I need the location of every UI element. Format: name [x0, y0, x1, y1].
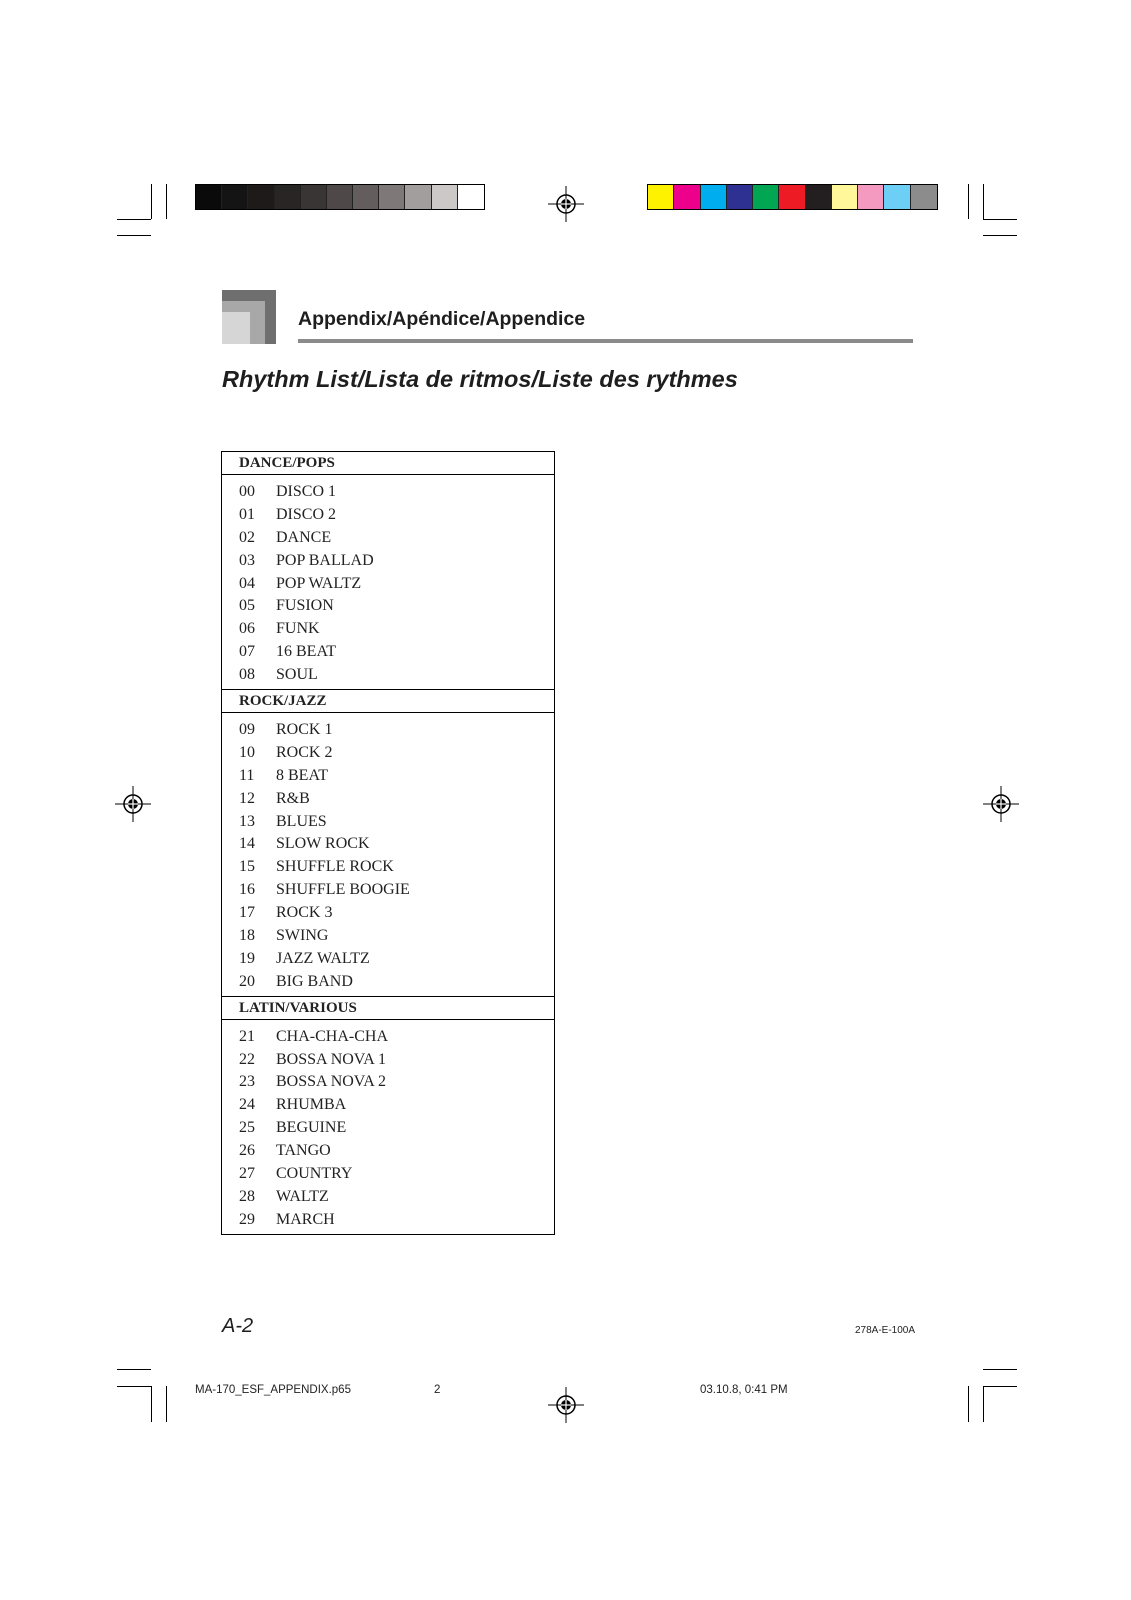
registration-mark-icon [983, 786, 1019, 822]
rhythm-row [222, 504, 554, 527]
grayscale-color-bar [195, 184, 485, 210]
rhythm-name: FUNK [276, 620, 320, 638]
rhythm-list-table [221, 451, 555, 1235]
rhythm-group-body [222, 475, 554, 689]
rhythm-row [222, 925, 554, 948]
registration-mark-icon [115, 786, 151, 822]
section-divider [298, 339, 913, 343]
rhythm-name: FUSION [276, 597, 334, 615]
rhythm-number: 08 [239, 666, 255, 684]
rhythm-row [222, 550, 554, 573]
rhythm-name: TANGO [276, 1142, 331, 1160]
rhythm-row [222, 527, 554, 550]
color-swatch [753, 185, 779, 209]
rhythm-number: 17 [239, 904, 255, 922]
rhythm-number: 20 [239, 972, 255, 990]
crop-mark [983, 1369, 1017, 1370]
rhythm-row [222, 788, 554, 811]
rhythm-row [222, 1094, 554, 1117]
color-swatch [248, 185, 274, 209]
crop-mark [117, 1369, 151, 1370]
rhythm-row [222, 971, 554, 994]
print-sheet-number: 2 [434, 1384, 441, 1396]
rhythm-row [222, 1163, 554, 1186]
rhythm-row [222, 719, 554, 742]
rhythm-number: 13 [239, 812, 255, 830]
rhythm-number: 18 [239, 927, 255, 945]
rhythm-row [222, 573, 554, 596]
crop-mark [151, 184, 152, 219]
document-code: 278A-E-100A [855, 1325, 916, 1336]
color-swatch [884, 185, 910, 209]
color-swatch [648, 185, 674, 209]
print-timestamp: 03.10.8, 0:41 PM [700, 1384, 788, 1396]
rhythm-row [222, 641, 554, 664]
crop-mark [151, 1386, 152, 1422]
rhythm-name: MARCH [276, 1210, 335, 1228]
rhythm-name: SHUFFLE ROCK [276, 858, 394, 876]
rhythm-number: 03 [239, 551, 255, 569]
color-swatch [327, 185, 353, 209]
rhythm-row [222, 856, 554, 879]
rhythm-group-header: LATIN/VARIOUS [222, 996, 554, 1020]
rhythm-name: 8 BEAT [276, 766, 328, 784]
rhythm-number: 09 [239, 721, 255, 739]
color-swatch [432, 185, 458, 209]
rhythm-number: 16 [239, 881, 255, 899]
rhythm-name: COUNTRY [276, 1165, 353, 1183]
rhythm-name: BOSSA NOVA 2 [276, 1073, 386, 1091]
rhythm-number: 07 [239, 643, 255, 661]
crop-mark [983, 1386, 1017, 1387]
color-swatch [405, 185, 431, 209]
rhythm-number: 06 [239, 620, 255, 638]
rhythm-number: 21 [239, 1027, 255, 1045]
color-swatch [353, 185, 379, 209]
color-swatch [806, 185, 832, 209]
crop-mark [117, 219, 151, 220]
rhythm-name: DANCE [276, 528, 332, 546]
crop-mark [166, 184, 167, 219]
color-swatch [222, 185, 248, 209]
rhythm-row [222, 811, 554, 834]
color-swatch [458, 185, 484, 209]
rhythm-number: 10 [239, 743, 255, 761]
rhythm-number: 05 [239, 597, 255, 615]
rhythm-row [222, 618, 554, 641]
rhythm-number: 15 [239, 858, 255, 876]
rhythm-name: RHUMBA [276, 1096, 347, 1114]
color-swatch [727, 185, 753, 209]
color-swatch [779, 185, 805, 209]
rhythm-row [222, 664, 554, 687]
rhythm-number: 01 [239, 505, 255, 523]
rhythm-number: 22 [239, 1050, 255, 1068]
print-file-name: MA-170_ESF_APPENDIX.p65 [195, 1384, 351, 1396]
rhythm-name: ROCK 1 [276, 721, 333, 739]
rhythm-name: DISCO 2 [276, 505, 337, 523]
color-swatch [832, 185, 858, 209]
rhythm-row [222, 595, 554, 618]
crop-mark [983, 235, 1017, 236]
rhythm-name: BLUES [276, 812, 327, 830]
rhythm-name: JAZZ WALTZ [276, 949, 370, 967]
crop-mark [968, 1386, 969, 1422]
rhythm-name: 16 BEAT [276, 643, 336, 661]
rhythm-number: 00 [239, 483, 255, 500]
rhythm-name: ROCK 3 [276, 904, 333, 922]
rhythm-group-header: ROCK/JAZZ [222, 689, 554, 713]
rhythm-name: R&B [276, 789, 310, 807]
page-number: A-2 [222, 1315, 254, 1337]
rhythm-number: 24 [239, 1096, 255, 1114]
rhythm-row [222, 1071, 554, 1094]
rhythm-name: POP BALLAD [276, 551, 374, 569]
section-marker-icon [222, 290, 276, 344]
color-swatch [701, 185, 727, 209]
rhythm-row [222, 1026, 554, 1049]
color-swatch [275, 185, 301, 209]
crop-mark [983, 1386, 984, 1422]
rhythm-row [222, 481, 554, 504]
rhythm-number: 27 [239, 1165, 255, 1183]
rhythm-number: 11 [239, 766, 255, 784]
rhythm-number: 26 [239, 1142, 255, 1160]
registration-mark-icon [548, 1387, 584, 1423]
rhythm-row [222, 902, 554, 925]
rhythm-number: 28 [239, 1187, 255, 1205]
rhythm-name: BEGUINE [276, 1119, 347, 1137]
crop-mark [117, 235, 151, 236]
rhythm-name: ROCK 2 [276, 743, 333, 761]
rhythm-number: 25 [239, 1119, 255, 1137]
rhythm-number: 12 [239, 789, 255, 807]
rhythm-number: 23 [239, 1073, 255, 1091]
color-swatch [858, 185, 884, 209]
rhythm-name: SLOW ROCK [276, 835, 370, 853]
crop-mark [117, 1386, 151, 1387]
rhythm-name: BOSSA NOVA 1 [276, 1050, 386, 1068]
rhythm-number: 04 [239, 574, 255, 592]
rhythm-group-header: DANCE/POPS [222, 452, 554, 475]
rhythm-row [222, 765, 554, 788]
crop-mark [166, 1386, 167, 1422]
color-swatch [301, 185, 327, 209]
rhythm-row [222, 1140, 554, 1163]
rhythm-group-body [222, 713, 554, 996]
rhythm-row [222, 948, 554, 971]
rhythm-name: SHUFFLE BOOGIE [276, 881, 410, 899]
rhythm-row [222, 1186, 554, 1209]
rhythm-number: 02 [239, 528, 255, 546]
page-title: Rhythm List/Lista de ritmos/Liste des rythmes [222, 366, 738, 392]
process-color-bar [647, 184, 938, 210]
rhythm-row [222, 879, 554, 902]
rhythm-name: SWING [276, 927, 329, 945]
rhythm-row [222, 742, 554, 765]
rhythm-row [222, 1049, 554, 1072]
rhythm-name: BIG BAND [276, 972, 353, 990]
rhythm-name: CHA-CHA-CHA [276, 1027, 388, 1045]
color-swatch [911, 185, 937, 209]
registration-mark-icon [548, 186, 584, 222]
section-title: Appendix/Apéndice/Appendice [298, 308, 586, 330]
crop-mark [983, 219, 1017, 220]
crop-mark [983, 184, 984, 219]
rhythm-row [222, 1117, 554, 1140]
rhythm-number: 29 [239, 1210, 255, 1228]
rhythm-name: WALTZ [276, 1187, 329, 1205]
rhythm-number: 19 [239, 949, 255, 967]
rhythm-row [222, 1209, 554, 1232]
rhythm-name: SOUL [276, 666, 318, 684]
color-swatch [674, 185, 700, 209]
rhythm-row [222, 833, 554, 856]
rhythm-number: 14 [239, 835, 255, 853]
rhythm-name: DISCO 1 [276, 483, 337, 500]
crop-mark [968, 184, 969, 219]
rhythm-name: POP WALTZ [276, 574, 362, 592]
rhythm-group-body [222, 1020, 554, 1234]
color-swatch [196, 185, 222, 209]
color-swatch [379, 185, 405, 209]
